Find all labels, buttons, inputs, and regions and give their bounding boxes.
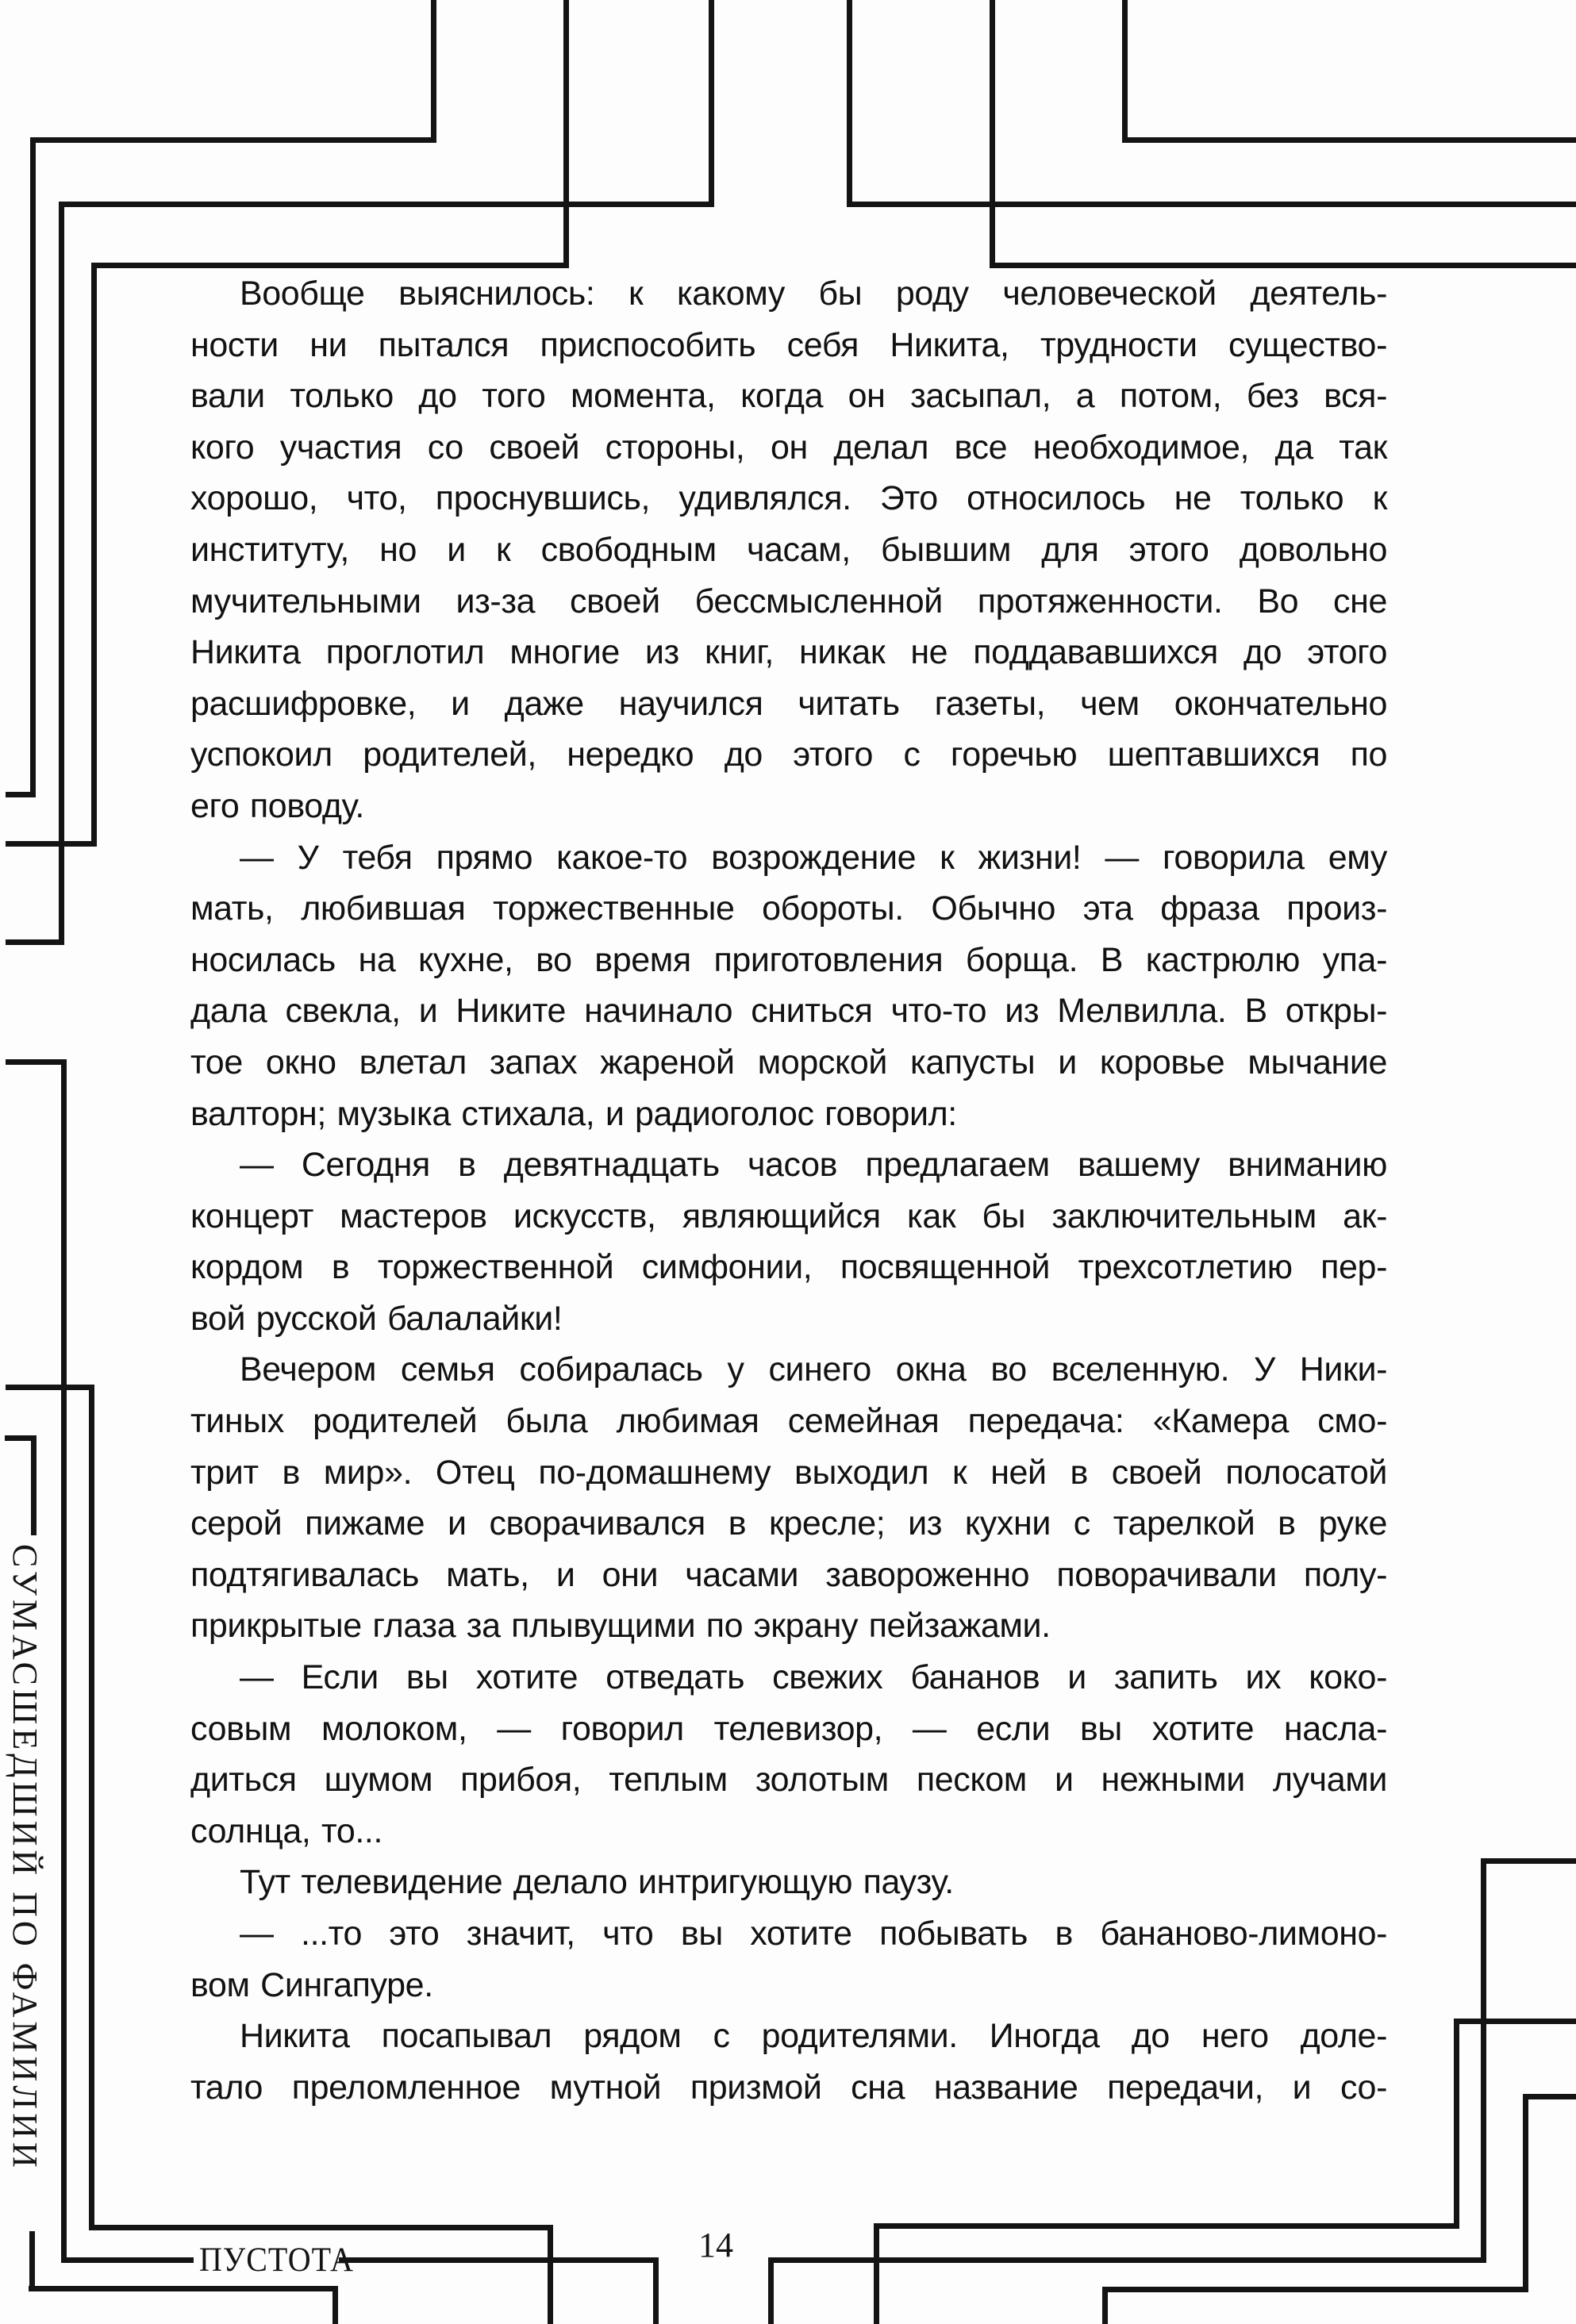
frame-segment — [709, 0, 714, 207]
text-line: дала свекла, и Никите начинало сниться что-то из Мелвилла. В откры- — [190, 992, 1387, 1031]
frame-segment — [990, 263, 1576, 268]
frame-segment — [6, 1059, 65, 1065]
text-line: мучительными из-за своей бессмысленной протяженности. Во сне — [190, 582, 1387, 620]
text-line: вой русской балалайки! — [190, 1299, 563, 1338]
frame-segment — [30, 137, 36, 797]
frame-segment — [89, 2225, 553, 2230]
text-line: носилась на кухне, во время приготовления борща. В кастрюлю упа- — [190, 940, 1387, 979]
text-line: — Если вы хотите отведать свежих бананов и запить их коко- — [240, 1658, 1387, 1697]
frame-segment — [29, 2231, 35, 2291]
text-line: вом Сингапуре. — [190, 1965, 433, 2004]
text-line: — ...то это значит, что вы хотите побывать в бананово-лимоно- — [240, 1915, 1387, 1953]
text-line: Тут телевидение делало интригующую паузу. — [240, 1863, 954, 1902]
frame-segment — [59, 202, 714, 207]
frame-segment — [1122, 0, 1128, 143]
frame-segment — [6, 1385, 94, 1390]
frame-segment — [1454, 2019, 1576, 2024]
body-text — [190, 268, 1387, 2113]
side-running-title: СУМАСШЕДШИЙ ПО ФАМИЛИИ — [6, 1544, 44, 2172]
frame-segment — [30, 137, 436, 143]
text-line: его поводу. — [190, 786, 364, 825]
text-line: — У тебя прямо какое-то возрождение к жизни! — говорила ему — [240, 838, 1387, 877]
frame-segment — [332, 2286, 338, 2324]
frame-segment — [847, 0, 852, 207]
frame-segment — [1481, 1858, 1486, 2263]
frame-segment — [1454, 2019, 1459, 2229]
frame-segment — [1102, 2287, 1108, 2324]
frame-segment — [89, 1385, 94, 2230]
frame-segment — [874, 2223, 879, 2324]
text-line: трит в мир». Отец по-домашнему выходил к ней в своей полосатой — [190, 1453, 1387, 1492]
text-line: тое окно влетал запах жареной морской капусты и коровье мычание — [190, 1043, 1387, 1081]
frame-segment — [874, 2223, 1459, 2229]
text-line: концерт мастеров искусств, являющийся как бы заключительным ак- — [190, 1197, 1387, 1235]
frame-segment — [339, 2257, 659, 2263]
frame-segment — [91, 263, 569, 268]
text-line: — Сегодня в девятнадцать часов предлагаем вашему вниманию — [240, 1146, 1387, 1185]
frame-segment — [768, 2257, 774, 2324]
text-line: мать, любившая торжественные обороты. Обычно эта фраза произ- — [190, 889, 1387, 928]
text-line: ности ни пытался приспособить себя Никита, трудности существо- — [190, 325, 1387, 364]
text-line: институту, но и к свободным часам, бывшим для этого довольно — [190, 530, 1387, 569]
text-line: Вообще выяснилось: к какому бы роду человеческой деятель- — [240, 275, 1387, 313]
text-line: тиных родителей была любимая семейная передача: «Камера смо- — [190, 1402, 1387, 1441]
text-line: тало преломленное мутной призмой сна название передачи, и со- — [190, 2068, 1387, 2107]
text-line: совым молоком, — говорил телевизор, — если вы хотите насла- — [190, 1709, 1387, 1748]
frame-segment — [1481, 1858, 1576, 1864]
text-line: солнца, то... — [190, 1811, 382, 1850]
page-number: 14 — [698, 2226, 733, 2264]
text-line: серой пижаме и сворачивался в кресле; из кухни с тарелкой в руке — [190, 1504, 1387, 1543]
frame-segment — [1523, 2094, 1576, 2099]
frame-segment — [563, 0, 569, 268]
text-line: валторн; музыка стихала, и радиоголос говорил: — [190, 1094, 957, 1133]
frame-segment — [1102, 2287, 1528, 2292]
text-line: хорошо, что, проснувшись, удивлялся. Это относилось не только к — [190, 479, 1387, 518]
frame-segment — [91, 263, 97, 847]
text-line: подтягивалась мать, и они часами завороженно поворачивали полу- — [190, 1555, 1387, 1594]
frame-segment — [431, 0, 436, 143]
frame-segment — [6, 939, 63, 945]
frame-segment — [59, 202, 64, 945]
frame-segment — [1122, 137, 1576, 143]
text-line: прикрытые глаза за плывущими по экрану пейзажами. — [190, 1607, 1051, 1646]
frame-segment — [6, 792, 34, 797]
text-line: Вечером семья собиралась у синего окна во вселенную. У Ники- — [240, 1350, 1387, 1389]
text-line: успокоил родителей, нередко до этого с горечью шептавшихся по — [190, 736, 1387, 774]
frame-segment — [29, 2286, 338, 2291]
frame-segment — [31, 1435, 37, 1535]
frame-segment — [990, 0, 995, 268]
text-line: кого участия со своей стороны, он делал все необходимое, да так — [190, 428, 1387, 467]
frame-segment — [847, 202, 1576, 207]
frame-segment — [6, 841, 95, 847]
text-line: Никита проглотил многие из книг, никак не поддававшихся до этого — [190, 633, 1387, 672]
frame-segment — [61, 1059, 67, 2263]
text-line: Никита посапывал рядом с родителями. Иногда до него доле- — [240, 2017, 1387, 2056]
frame-segment — [653, 2257, 659, 2324]
footer-book-title: ПУСТОТА — [199, 2240, 355, 2279]
frame-segment — [1523, 2094, 1528, 2292]
text-line: вали только до того момента, когда он засыпал, а потом, без вся- — [190, 377, 1387, 416]
text-line: кордом в торжественной симфонии, посвященной трехсотлетию пер- — [190, 1248, 1387, 1287]
text-line: диться шумом прибоя, теплым золотым песком и нежными лучами — [190, 1761, 1387, 1800]
frame-segment — [61, 2257, 194, 2263]
frame-segment — [548, 2225, 553, 2324]
text-line: расшифровке, и даже научился читать газеты, чем окончательно — [190, 684, 1387, 723]
